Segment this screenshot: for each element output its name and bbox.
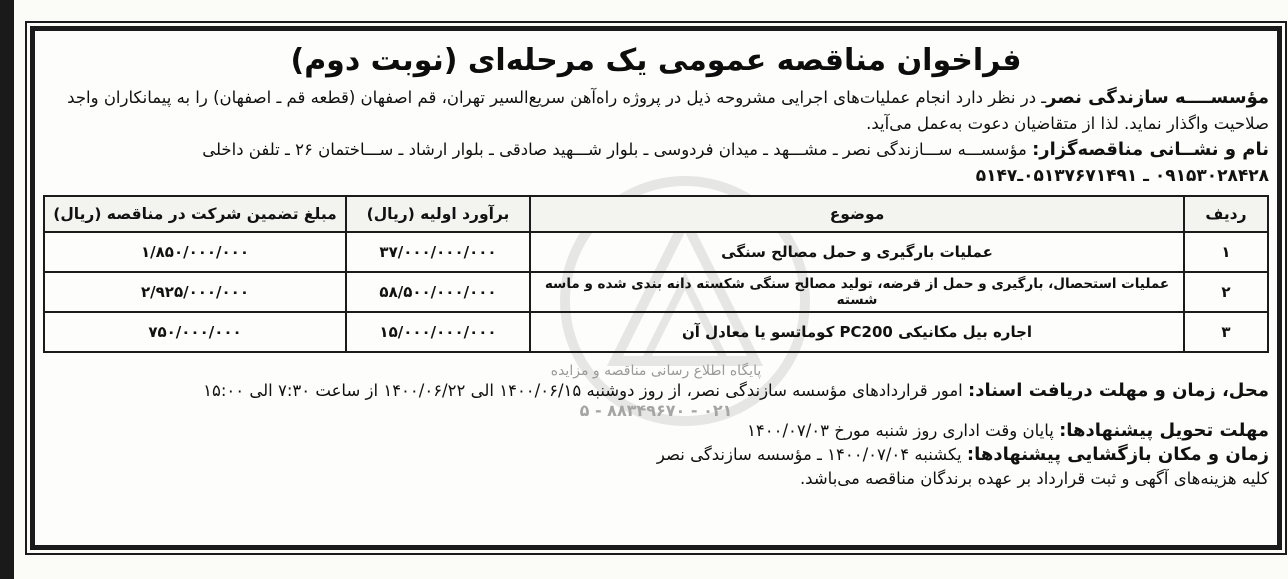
organization-name: مؤسســــه سازندگی نصر xyxy=(1046,87,1269,108)
opening-paragraph xyxy=(43,443,1269,467)
row-guarantee: ۷۵۰/۰۰۰/۰۰۰ xyxy=(44,312,346,352)
deadline-text: پایان وقت اداری روز شنبه مورخ ۱۴۰۰/۰۷/۰۳ xyxy=(747,421,1060,440)
watermark-line1: پایگاه اطلاع رسانی مناقصه و مزایده xyxy=(550,363,762,379)
row-number: ۳ xyxy=(1184,312,1268,352)
address-label: نام و نشــانی مناقصه‌گزار: xyxy=(1032,139,1269,160)
notice-title: فراخوان مناقصه عمومی یک مرحله‌ای (نوبت دوم) xyxy=(290,43,1022,78)
header-guarantee: مبلغ تضمین شرکت در مناقصه (ریال) xyxy=(44,196,346,232)
intro-text: ـ در نظر دارد انجام عملیات‌های اجرایی مشروحه ذیل در پروژه راه‌آهن سریع‌السیر تهران، قم اصفهان (قطعه قم ـ اصفهان) را به پیمانکاران واجد صلاحیت واگذار نماید. لذا از متقاضیان دعوت به‌عمل می‌آید. xyxy=(67,88,1269,133)
notice-content xyxy=(43,35,1269,541)
opening-text: یکشنبه ۱۴۰۰/۰۷/۰۴ ـ مؤسسه سازندگی نصر xyxy=(656,445,967,464)
row-guarantee: ۱/۸۵۰/۰۰۰/۰۰۰ xyxy=(44,232,346,272)
row-estimate: ۱۵/۰۰۰/۰۰۰/۰۰۰ xyxy=(346,312,530,352)
row-number: ۱ xyxy=(1184,232,1268,272)
address-text: مؤسســـه ســـازندگی نصر ـ مشـــهد ـ میدان فردوسی ـ بلوار شـــهید صادقی ـ بلوار ارشاد ـ ســـاختمان ۲۶ ـ تلفن داخلی xyxy=(202,140,1033,159)
header-subject: موضوع xyxy=(530,196,1184,232)
row-subject: اجاره بیل مکانیکی PC200 کوماتسو یا معادل آن xyxy=(530,312,1184,352)
tender-table xyxy=(43,195,1269,353)
deadline-label: مهلت تحویل پیشنهادها: xyxy=(1059,420,1269,441)
notice-footer xyxy=(43,363,1269,491)
docs-paragraph xyxy=(43,363,1269,403)
row-number: ۲ xyxy=(1184,272,1268,312)
row-estimate: ۳۷/۰۰۰/۰۰۰/۰۰۰ xyxy=(346,232,530,272)
header-estimate: برآورد اولیه (ریال) xyxy=(346,196,530,232)
phone-numbers: ۰۹۱۵۳۰۲۸۴۲۸ ـ ۰۵۱۳۷۶۷۱۴۹۱ـ۵۱۴۷ xyxy=(975,166,1269,186)
table-row xyxy=(44,232,1268,272)
row-guarantee: ۲/۹۲۵/۰۰۰/۰۰۰ xyxy=(44,272,346,312)
header-row-number: ردیف xyxy=(1184,196,1268,232)
row-estimate: ۵۸/۵۰۰/۰۰۰/۰۰۰ xyxy=(346,272,530,312)
row-subject: عملیات استحصال، بارگیری و حمل از قرضه، تولید مصالح سنگی شکسته دانه بندی شده و ماسه شسته xyxy=(530,272,1184,312)
costs-paragraph: کلیه هزینه‌های آگهی و ثبت قرارداد بر عهده برندگان مناقصه می‌باشد. xyxy=(799,469,1269,488)
notice-frame xyxy=(30,26,1282,550)
table-header-row xyxy=(44,196,1268,232)
docs-label: محل، زمان و مهلت دریافت اسناد: xyxy=(968,380,1269,401)
docs-text: امور قراردادهای مؤسسه سازندگی نصر، از روز دوشنبه ۱۴۰۰/۰۶/۱۵ الی ۱۴۰۰/۰۶/۲۲ از ساعت ۷:۳۰ الی ۱۵:۰۰ xyxy=(203,381,969,400)
intro-paragraph xyxy=(43,85,1269,137)
scan-edge xyxy=(0,0,14,579)
deadline-paragraph xyxy=(43,419,1269,443)
table-row xyxy=(44,312,1268,352)
opening-label: زمان و مکان بازگشایی پیشنهادها: xyxy=(966,444,1269,465)
row-subject: عملیات بارگیری و حمل مصالح سنگی xyxy=(530,232,1184,272)
watermark-line2: ۰۲۱ - ۸۸۳۴۹۶۷۰ - ۵ xyxy=(579,401,733,420)
table-row xyxy=(44,272,1268,312)
address-paragraph xyxy=(43,137,1269,163)
